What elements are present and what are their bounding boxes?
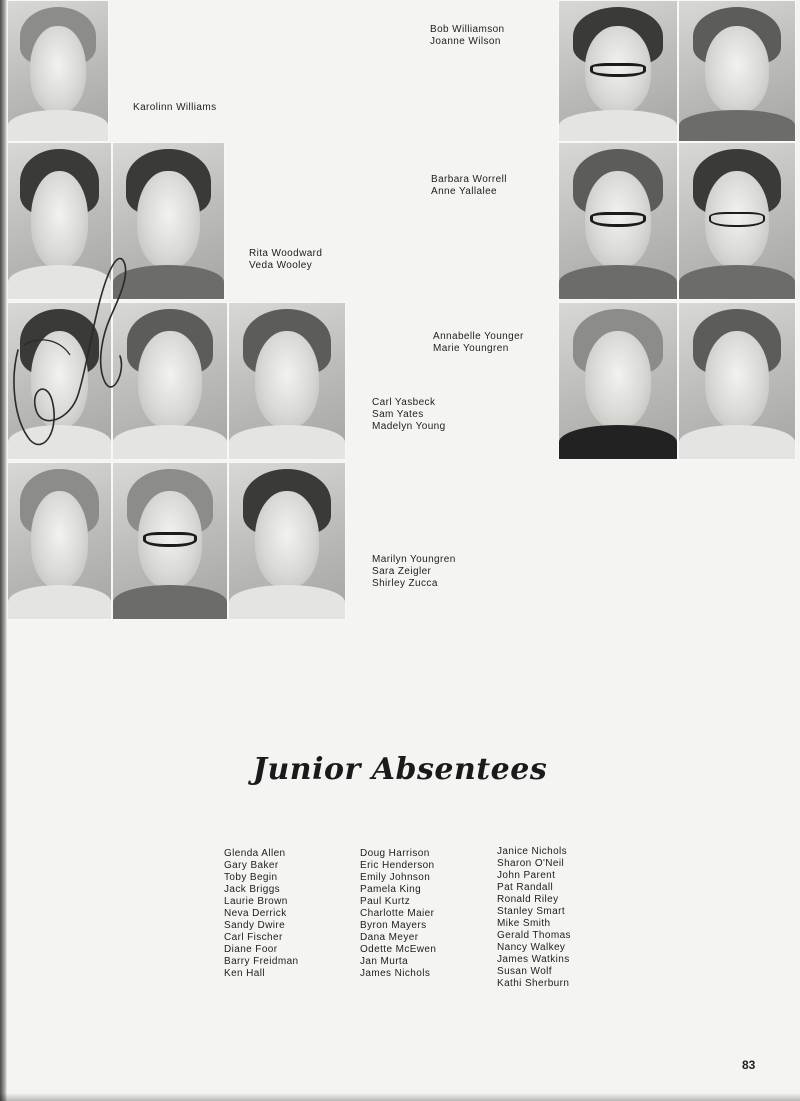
absentee-name: Mike Smith [497, 918, 551, 929]
portrait-sam-yates [112, 302, 228, 460]
absentee-name: Sharon O'Neil [497, 858, 565, 869]
portrait-rita-woodward [7, 142, 112, 300]
absentee-name: Ronald Riley [497, 894, 559, 905]
absentee-name: Kathi Sherburn [497, 978, 570, 989]
absentee-name: Pamela King [360, 884, 422, 895]
absentee-name: Dana Meyer [360, 932, 419, 943]
student-name: Rita Woodward [249, 248, 323, 259]
absentees-column-2 [360, 848, 436, 980]
student-name: Bob Williamson [430, 24, 505, 35]
absentee-name: Stanley Smart [497, 906, 566, 917]
absentee-name: Gerald Thomas [497, 930, 571, 941]
portrait-madelyn-young [228, 302, 346, 460]
absentee-name: Toby Begin [224, 872, 278, 883]
student-name: Shirley Zucca [372, 578, 438, 589]
absentee-name: James Watkins [497, 954, 570, 965]
absentee-name: Carl Fischer [224, 932, 283, 943]
portrait-barbara-worrell [558, 142, 678, 300]
student-name: Joanne Wilson [430, 36, 501, 47]
caption-group-6 [372, 397, 446, 433]
student-name: Carl Yasbeck [372, 397, 436, 408]
student-name: Marie Youngren [433, 343, 509, 354]
caption-group-5 [433, 331, 524, 355]
student-name: Marilyn Youngren [372, 554, 456, 565]
absentee-name: Emily Johnson [360, 872, 431, 883]
absentee-name: Odette McEwen [360, 944, 437, 955]
student-name: Karolinn Williams [133, 102, 217, 113]
absentee-name: James Nichols [360, 968, 431, 979]
absentee-name: Nancy Walkey [497, 942, 566, 953]
portrait-joanne-wilson [678, 0, 796, 142]
absentee-name: Charlotte Maier [360, 908, 435, 919]
portrait-carl-yasbeck [7, 302, 112, 460]
section-title: Junior Absentees [252, 752, 548, 787]
student-name: Annabelle Younger [433, 331, 524, 342]
student-name: Madelyn Young [372, 421, 446, 432]
caption-group-7 [372, 554, 456, 590]
student-name: Sara Zeigler [372, 566, 432, 577]
absentee-name: Glenda Allen [224, 848, 286, 859]
absentee-name: Janice Nichols [497, 846, 568, 857]
portrait-marilyn-youngren [7, 462, 112, 620]
absentee-name: Diane Foor [224, 944, 278, 955]
absentee-name: Jan Murta [360, 956, 409, 967]
portrait-karolinn-williams [7, 0, 109, 142]
portrait-bob-williamson [558, 0, 678, 142]
absentee-name: Eric Henderson [360, 860, 435, 871]
absentee-name: Sandy Dwire [224, 920, 286, 931]
absentees-column-3 [497, 846, 571, 990]
absentee-name: Ken Hall [224, 968, 265, 979]
page-bottom-edge [0, 1093, 800, 1101]
student-name: Veda Wooley [249, 260, 313, 271]
absentee-name: Jack Briggs [224, 884, 281, 895]
caption-group-1 [133, 102, 217, 114]
absentee-name: Paul Kurtz [360, 896, 411, 907]
portrait-sara-zeigler [112, 462, 228, 620]
portrait-annabelle-younger [558, 302, 678, 460]
absentee-name: Gary Baker [224, 860, 279, 871]
caption-group-4 [431, 174, 507, 198]
caption-group-3 [249, 248, 322, 272]
absentee-name: Neva Derrick [224, 908, 287, 919]
portrait-anne-yallalee [678, 142, 796, 300]
portrait-marie-youngren [678, 302, 796, 460]
absentees-column-1 [224, 848, 299, 980]
book-spine-shadow [0, 0, 7, 1101]
student-name: Sam Yates [372, 409, 424, 420]
absentee-name: Barry Freidman [224, 956, 299, 967]
page-number: 83 [742, 1058, 756, 1072]
portrait-shirley-zucca [228, 462, 346, 620]
caption-group-2 [430, 24, 505, 48]
absentee-name: Doug Harrison [360, 848, 430, 859]
absentee-name: Byron Mayers [360, 920, 427, 931]
absentee-name: Laurie Brown [224, 896, 288, 907]
absentee-name: Susan Wolf [497, 966, 552, 977]
portrait-veda-wooley [112, 142, 225, 300]
absentee-name: Pat Randall [497, 882, 554, 893]
student-name: Anne Yallalee [431, 186, 497, 197]
student-name: Barbara Worrell [431, 174, 507, 185]
absentee-name: John Parent [497, 870, 556, 881]
